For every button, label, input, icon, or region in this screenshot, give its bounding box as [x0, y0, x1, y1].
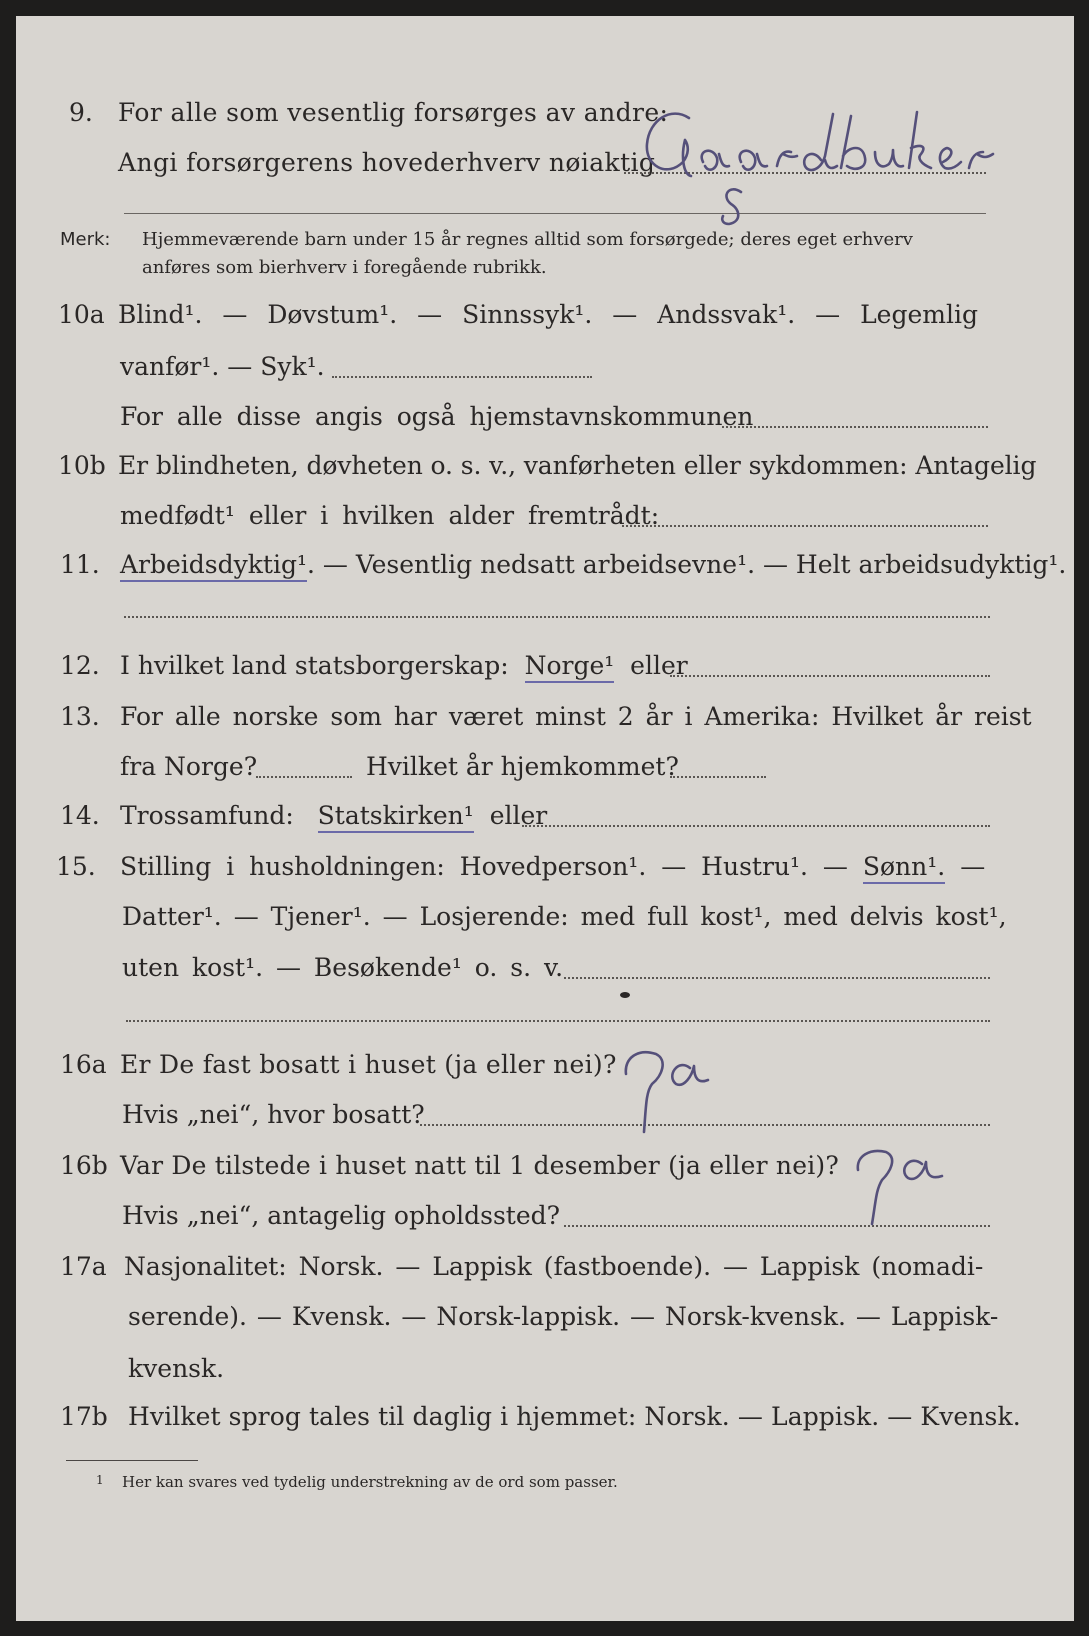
q16a-line1: Er De fast bosatt i huset (ja eller nei)? — [120, 1050, 617, 1079]
q16a-line2: Hvis „nei“, hvor bosatt? — [122, 1100, 425, 1129]
q13-line2a: fra Norge? — [120, 752, 258, 781]
q10a-line2-dotline — [332, 376, 592, 378]
q15-dotline2 — [126, 1020, 990, 1022]
q11-number: 11. — [60, 550, 100, 579]
q16b-line2: Hvis „nei“, antagelig opholdssted? — [122, 1201, 561, 1230]
q12-post: eller — [630, 651, 688, 680]
ink-spot — [620, 992, 630, 998]
q12-dotline — [670, 675, 990, 677]
q16b-number: 16b — [60, 1151, 108, 1180]
q17a-line1: Nasjonalitet: Norsk. — Lappisk (fastboende). — Lappisk (nomadi- — [124, 1252, 984, 1281]
q15-underlined-option: Sønn¹. — [863, 852, 945, 884]
q10b-line2: medfødt¹ eller i hvilken alder fremtrådt: — [120, 501, 660, 530]
q13-dotline-b — [670, 776, 766, 778]
q14-post: eller — [489, 801, 548, 830]
q17b-number: 17b — [60, 1402, 108, 1431]
q15-line1-prefix: Stilling i husholdningen: Hovedperson¹. — Hustru¹. — — [120, 852, 848, 881]
q15-line2: Datter¹. — Tjener¹. — Losjerende: med full kost¹, med delvis kost¹, — [122, 902, 1007, 931]
census-form-page — [16, 16, 1074, 1621]
q14-prefix: Trossamfund: — [120, 801, 294, 830]
q14-number: 14. — [60, 801, 100, 830]
q10b-number: 10b — [58, 451, 106, 480]
q10b-line1: Er blindheten, døvheten o. s. v., vanførheten eller sykdommen: Antagelig — [118, 451, 1037, 480]
q12-line — [120, 653, 688, 678]
q16a-number: 16a — [60, 1050, 107, 1079]
q10a-line2: vanfør¹. — Syk¹. — [120, 352, 325, 381]
q15-line1 — [120, 854, 985, 879]
q9-handwritten-answer — [631, 96, 1031, 236]
q16a-handwritten-answer — [616, 1036, 746, 1146]
q17a-number: 17a — [60, 1252, 107, 1281]
q15-number: 15. — [56, 852, 96, 881]
q14-underlined-option: Statskirken¹ — [318, 801, 474, 833]
q10a-number: 10a — [58, 300, 105, 329]
q16b-line1: Var De tilstede i huset natt til 1 desember (ja eller nei)? — [120, 1151, 839, 1180]
q15-dotline — [564, 977, 990, 979]
q14-line — [120, 803, 547, 828]
q10a-line1: Blind¹. — Døvstum¹. — Sinnssyk¹. — Andssvak¹. — Legemlig — [118, 300, 978, 329]
merk-line2: anføres som bierhverv i foregående rubrikk. — [142, 257, 547, 278]
q17b-line1: Hvilket sprog tales til daglig i hjemmet: Norsk. — Lappisk. — Kvensk. — [128, 1402, 1021, 1431]
q11-dotline — [124, 616, 990, 618]
q12-number: 12. — [60, 651, 100, 680]
q12-underlined-option: Norge¹ — [525, 651, 615, 683]
q10a-line3-dotline — [722, 426, 988, 428]
q16b-answer-text — [16, 16, 17, 17]
q9-number: 9. — [69, 98, 93, 127]
q17a-line3: kvensk. — [128, 1354, 225, 1383]
merk-label: Merk: — [60, 229, 111, 250]
q17a-line2: serende). — Kvensk. — Norsk-lappisk. — Norsk-kvensk. — Lappisk- — [128, 1302, 999, 1331]
footnote-mark: 1 — [96, 1473, 104, 1487]
q13-dotline-a — [256, 776, 352, 778]
q15-line3: uten kost¹. — Besøkende¹ o. s. v. — [122, 953, 564, 982]
q11-line — [120, 552, 1066, 577]
q14-dotline — [522, 825, 990, 827]
q12-prefix: I hvilket land statsborgerskap: — [120, 651, 509, 680]
q15-line1-post: — — [960, 852, 986, 881]
q13-line1: For alle norske som har været minst 2 år i Amerika: Hvilket år reist — [120, 702, 1032, 731]
q10a-line3: For alle disse angis også hjemstavnskommunen — [120, 402, 754, 431]
q13-line2b: Hvilket år hjemkommet? — [366, 752, 679, 781]
footnote-rule — [66, 1460, 198, 1461]
q13-number: 13. — [60, 702, 100, 731]
merk-line1: Hjemmeværende barn under 15 år regnes alltid som forsørgede; deres eget erhverv — [142, 229, 913, 250]
q11-underlined-option: Arbeidsdyktig¹ — [120, 550, 307, 582]
q9-line1: For alle som vesentlig forsørges av andre: — [118, 98, 669, 127]
q16b-handwritten-answer — [838, 1136, 958, 1236]
footnote-text: Her kan svares ved tydelig understrekning av de ord som passer. — [122, 1473, 618, 1491]
q9-line2: Angi forsørgerens hovederhverv nøiaktig — [118, 148, 656, 177]
q11-rest: . — Vesentlig nedsatt arbeidsevne¹. — Helt arbeidsudyktig¹. — [306, 550, 1067, 579]
q10b-dotline — [622, 525, 988, 527]
